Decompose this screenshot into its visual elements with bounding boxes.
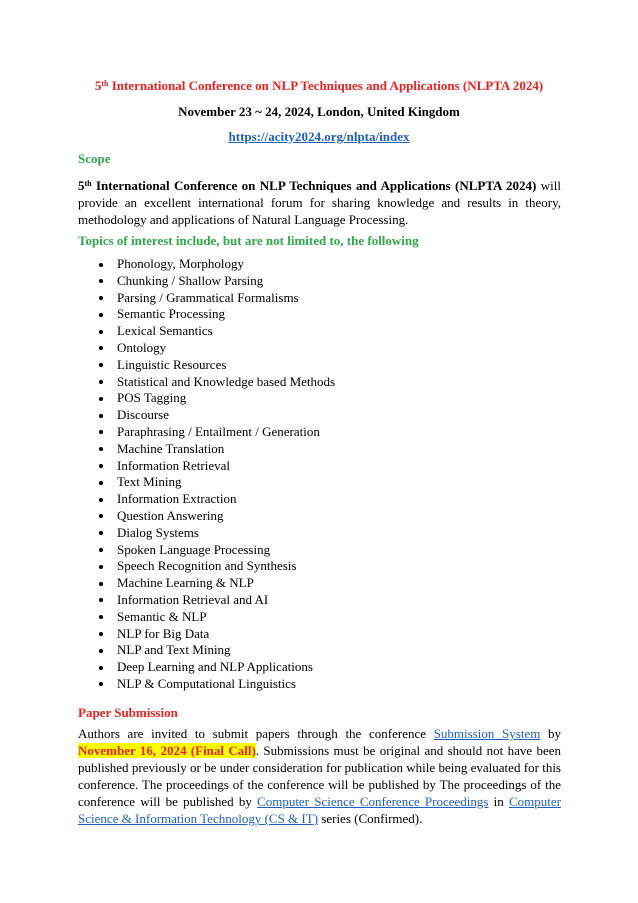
bullet-icon: [99, 481, 103, 485]
bullet-icon: [99, 498, 103, 502]
scope-number: 5: [78, 178, 85, 193]
topics-list: [78, 256, 335, 693]
topic-label: Question Answering: [117, 507, 224, 523]
bullet-icon: [99, 598, 103, 602]
bullet-icon: [99, 548, 103, 552]
bullet-icon: [99, 330, 103, 334]
bullet-icon: [99, 447, 103, 451]
topic-label: Linguistic Resources: [117, 356, 227, 372]
submission-text-3: . Submissions must be original and should not have been published previously or be under consideration for publication while being evaluated for this conference. The proceedings of the conference will be published by The proceedings of the conference will be published by: [78, 743, 561, 809]
bullet-icon: [99, 346, 103, 350]
topic-label: Machine Translation: [117, 440, 225, 456]
topic-item: [78, 273, 335, 290]
conference-url-link[interactable]: https://acity2024.org/nlpta/index: [228, 129, 410, 144]
scope-superscript: th: [84, 179, 92, 188]
bullet-icon: [99, 313, 103, 317]
bullet-icon: [99, 464, 103, 468]
bullet-icon: [99, 263, 103, 267]
submission-system-link[interactable]: Submission System: [433, 726, 541, 741]
topic-item: [78, 491, 335, 508]
topic-item: [78, 390, 335, 407]
scope-heading: Scope: [78, 151, 111, 166]
proceedings-link[interactable]: Computer Science Conference Proceedings: [257, 794, 489, 809]
topic-label: Discourse: [117, 407, 169, 423]
topic-label: Machine Learning & NLP: [117, 575, 254, 591]
topic-item: [78, 441, 335, 458]
submission-text-5: series (Confirmed).: [318, 811, 423, 826]
topic-item: [78, 525, 335, 542]
bullet-icon: [99, 582, 103, 586]
submission-text-2: by: [540, 726, 561, 741]
bullet-icon: [99, 565, 103, 569]
topic-label: Lexical Semantics: [117, 323, 213, 339]
topic-item: [78, 642, 335, 659]
topic-label: NLP & Computational Linguistics: [117, 675, 296, 691]
topic-item: [78, 659, 335, 676]
bullet-icon: [99, 279, 103, 283]
bullet-icon: [99, 649, 103, 653]
topic-label: NLP for Big Data: [117, 625, 210, 641]
title-superscript: th: [101, 79, 109, 88]
topic-item: [78, 558, 335, 575]
topic-label: Semantic Processing: [117, 306, 225, 322]
topic-item: [78, 542, 335, 559]
topic-label: NLP and Text Mining: [117, 642, 231, 658]
topic-item: [78, 323, 335, 340]
topic-item: [78, 306, 335, 323]
paper-submission-heading: Paper Submission: [78, 705, 178, 720]
conference-url[interactable]: [0, 129, 638, 145]
scope-paragraph: [78, 177, 561, 228]
topic-item: [78, 626, 335, 643]
bullet-icon: [99, 363, 103, 367]
topic-label: Semantic & NLP: [117, 608, 207, 624]
topics-heading: Topics of interest include, but are not limited to, the following: [78, 233, 419, 248]
topic-label: Statistical and Knowledge based Methods: [117, 373, 336, 389]
topic-label: Chunking / Shallow Parsing: [117, 272, 264, 288]
bullet-icon: [99, 430, 103, 434]
topic-label: Ontology: [117, 339, 167, 355]
topic-label: Deep Learning and NLP Applications: [117, 659, 313, 675]
topic-label: Information Retrieval: [117, 457, 230, 473]
submission-text-4: in: [488, 794, 509, 809]
scope-conference-name: International Conference on NLP Techniques and Applications (NLPTA 2024): [91, 178, 537, 193]
topic-label: POS Tagging: [117, 390, 187, 406]
bullet-icon: [99, 682, 103, 686]
topic-label: Text Mining: [117, 474, 182, 490]
topic-item: [78, 508, 335, 525]
bullet-icon: [99, 514, 103, 518]
bullet-icon: [99, 296, 103, 300]
scope-text: will provide an excellent international forum for sharing knowledge and results in theory, methodology and applications of Natural Language Processing.: [78, 178, 561, 227]
topic-item: [78, 676, 335, 693]
bullet-icon: [99, 632, 103, 636]
topic-label: Spoken Language Processing: [117, 541, 271, 557]
cs-it-link[interactable]: Computer Science & Information Technology (CS & IT): [78, 794, 561, 826]
submission-text-1: Authors are invited to submit papers through the conference: [78, 726, 434, 741]
topic-item: [78, 424, 335, 441]
topic-label: Parsing / Grammatical Formalisms: [117, 289, 299, 305]
bullet-icon: [99, 380, 103, 384]
bullet-icon: [99, 397, 103, 401]
topic-label: Information Retrieval and AI: [117, 591, 269, 607]
title-text: International Conference on NLP Techniques and Applications (NLPTA 2024): [108, 78, 544, 93]
topic-item: [78, 256, 335, 273]
conference-title: [0, 78, 638, 94]
topic-item: [78, 458, 335, 475]
topic-item: [78, 474, 335, 491]
bullet-icon: [99, 531, 103, 535]
topic-item: [78, 374, 335, 391]
topic-label: Phonology, Morphology: [117, 256, 244, 271]
topic-item: [78, 575, 335, 592]
topic-item: [78, 357, 335, 374]
submission-paragraph: [78, 725, 561, 827]
topic-label: Speech Recognition and Synthesis: [117, 558, 297, 574]
topic-item: [78, 407, 335, 424]
title-number: 5: [94, 78, 102, 93]
bullet-icon: [99, 666, 103, 670]
topic-label: Information Extraction: [117, 491, 237, 507]
topic-item: [78, 290, 335, 307]
topic-label: Dialog Systems: [117, 524, 199, 540]
topic-label: Paraphrasing / Entailment / Generation: [117, 423, 320, 439]
bullet-icon: [99, 414, 103, 418]
conference-dates: November 23 ~ 24, 2024, London, United Kingdom: [178, 104, 460, 119]
topic-item: [78, 592, 335, 609]
bullet-icon: [99, 615, 103, 619]
submission-deadline: November 16, 2024 (Final Call): [78, 743, 256, 758]
topic-item: [78, 609, 335, 626]
topic-item: [78, 340, 335, 357]
